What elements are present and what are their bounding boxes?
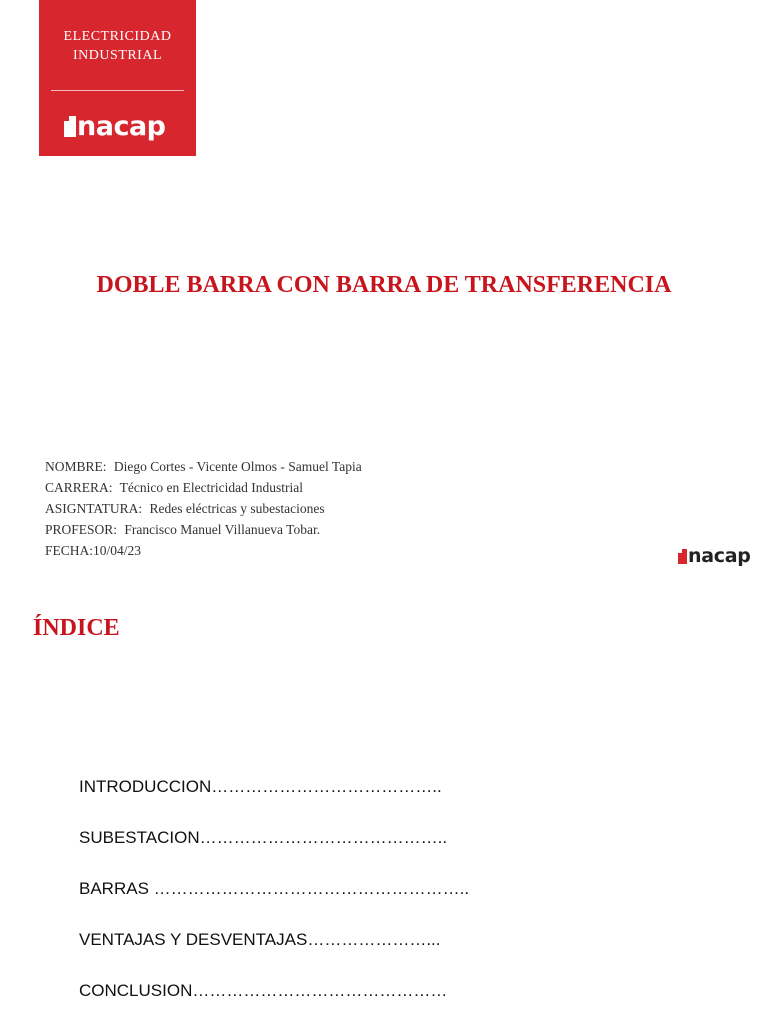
inacap-logo-text: nacap bbox=[688, 545, 751, 567]
inacap-logo-red bbox=[678, 545, 751, 567]
info-row-nombre bbox=[45, 456, 362, 477]
toc-item-ventajas: VENTAJAS Y DESVENTAJAS…………………... bbox=[79, 930, 441, 949]
profesor-value: Francisco Manuel Villanueva Tobar. bbox=[124, 522, 321, 537]
info-row-carrera bbox=[45, 477, 362, 498]
carrera-value: Técnico en Electricidad Industrial bbox=[119, 480, 303, 495]
inacap-logo-mark-icon bbox=[64, 116, 76, 137]
inacap-logo-text: nacap bbox=[77, 111, 166, 142]
asignatura-value: Redes eléctricas y subestaciones bbox=[149, 501, 325, 516]
block-divider bbox=[51, 90, 184, 91]
index-heading: ÍNDICE bbox=[33, 615, 120, 641]
toc-item-introduccion: INTRODUCCION………………………………….. bbox=[79, 777, 442, 796]
program-title bbox=[39, 27, 196, 65]
inacap-logo-white bbox=[64, 111, 166, 142]
profesor-label: PROFESOR: bbox=[45, 522, 118, 537]
carrera-label: CARRERA: bbox=[45, 480, 113, 495]
toc-item-conclusion: CONCLUSION……………………………………… bbox=[79, 981, 448, 1000]
info-row-asignatura bbox=[45, 498, 362, 519]
nombre-label: NOMBRE: bbox=[45, 459, 107, 474]
inacap-logo-mark-icon bbox=[678, 549, 687, 564]
info-row-profesor bbox=[45, 519, 362, 540]
toc-item-subestacion: SUBESTACION…………………………………….. bbox=[79, 828, 448, 847]
student-info bbox=[45, 456, 362, 561]
fecha-label: FECHA: bbox=[45, 543, 94, 558]
info-row-fecha bbox=[45, 540, 362, 561]
program-title-line2: INDUSTRIAL bbox=[73, 48, 162, 63]
document-title: DOBLE BARRA CON BARRA DE TRANSFERENCIA bbox=[96, 272, 672, 298]
asignatura-label: ASIGNTATURA: bbox=[45, 501, 143, 516]
toc-item-barras: BARRAS ……………………………………………….. bbox=[79, 879, 470, 898]
table-of-contents bbox=[79, 772, 469, 1027]
fecha-value: 10/04/23 bbox=[93, 543, 142, 558]
program-title-line1: ELECTRICIDAD bbox=[63, 29, 172, 44]
nombre-value: Diego Cortes - Vicente Olmos - Samuel Tapia bbox=[113, 459, 362, 474]
